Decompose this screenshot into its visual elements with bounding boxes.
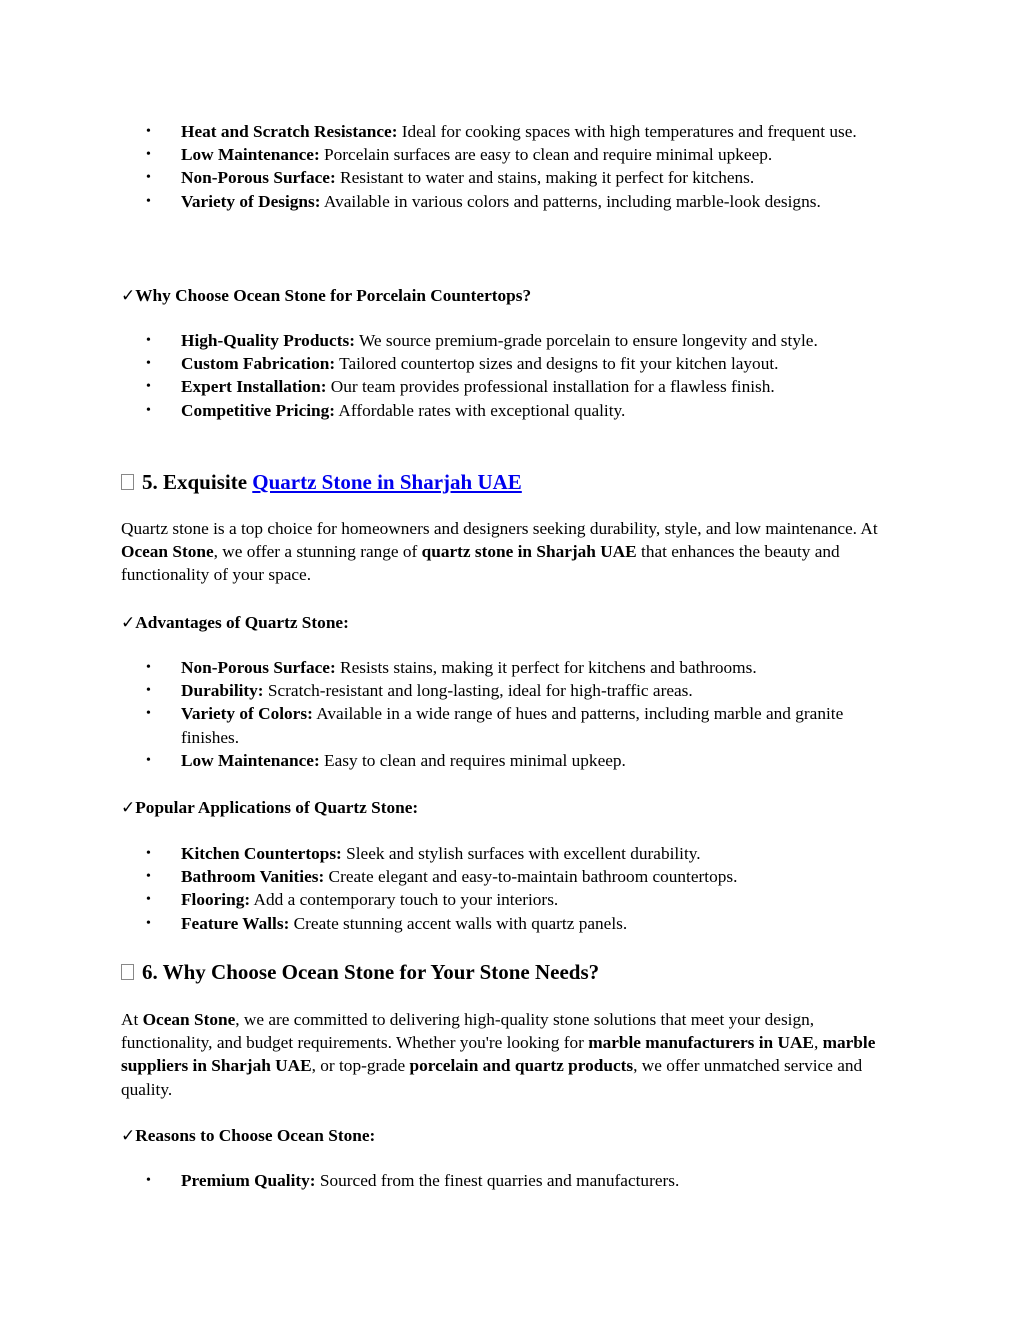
bullet-icon: • — [146, 846, 151, 861]
list-item: • Premium Quality: Sourced from the finest quarries and manufacturers. — [121, 1169, 901, 1192]
list-item: • Expert Installation: Our team provides professional installation for a flawless finish. — [121, 375, 901, 398]
list-item: • Feature Walls: Create stunning accent walls with quartz panels. — [121, 912, 901, 935]
check-icon: ✓ — [121, 613, 136, 633]
bullet-icon: • — [146, 660, 151, 675]
check-icon: ✓ — [121, 1126, 136, 1146]
list-item: • Non-Porous Surface: Resistant to water and stains, making it perfect for kitchens. — [121, 166, 901, 189]
bullet-icon: • — [146, 915, 151, 931]
list-item: • Non-Porous Surface: Resists stains, making it perfect for kitchens and bathrooms. — [121, 656, 901, 679]
bullet-icon: • — [146, 333, 151, 348]
bullet-icon: • — [146, 124, 151, 139]
applications-heading: ✓Popular Applications of Quartz Stone: — [121, 798, 419, 818]
bullet-icon: • — [146, 706, 151, 722]
list-item: • Kitchen Countertops: Sleek and stylish surfaces with excellent durability. — [121, 842, 901, 865]
bullet-icon: • — [146, 170, 151, 186]
section-5-heading: 5. Exquisite Quartz Stone in Sharjah UAE — [121, 469, 522, 495]
bullet-icon: • — [146, 1173, 151, 1188]
bullet-icon: • — [146, 402, 151, 418]
advantages-heading: ✓Advantages of Quartz Stone: — [121, 613, 349, 633]
why-porcelain-heading: ✓Why Choose Ocean Stone for Porcelain Countertops? — [121, 286, 532, 306]
bullet-icon: • — [146, 356, 151, 372]
quartz-stone-link[interactable]: Quartz Stone in Sharjah UAE — [252, 470, 522, 494]
quartz-applications-list — [121, 842, 901, 935]
bullet-icon: • — [146, 193, 151, 209]
list-item: • Durability: Scratch-resistant and long-lasting, ideal for high-traffic areas. — [121, 679, 901, 702]
list-item: • Competitive Pricing: Affordable rates with exceptional quality. — [121, 399, 901, 422]
bullet-icon: • — [146, 379, 151, 395]
bullet-icon: • — [146, 892, 151, 908]
porcelain-reasons-list — [121, 329, 901, 422]
check-icon: ✓ — [121, 286, 136, 306]
list-item: • High-Quality Products: We source premium-grade porcelain to ensure longevity and style. — [121, 329, 901, 352]
quartz-intro-paragraph: Quartz stone is a top choice for homeowners and designers seeking durability, style, and low maintenance. At Ocean Stone, we offer a stunning range of quartz stone in Sharjah UAE that enhances the beauty and functionality of your space. — [121, 519, 878, 585]
list-item: • Variety of Designs: Available in various colors and patterns, including marble-look designs. — [121, 190, 901, 213]
reasons-list — [121, 1169, 901, 1192]
bullet-icon: • — [146, 147, 151, 163]
bullet-icon: • — [146, 752, 151, 768]
bullet-icon: • — [146, 683, 151, 699]
quartz-advantages-list — [121, 656, 901, 772]
missing-glyph-icon — [121, 964, 134, 980]
list-item: • Low Maintenance: Easy to clean and requires minimal upkeep. — [121, 749, 901, 772]
list-item: • Heat and Scratch Resistance: Ideal for cooking spaces with high temperatures and frequent use. — [121, 120, 901, 143]
reasons-heading: ✓Reasons to Choose Ocean Stone: — [121, 1126, 376, 1146]
list-item: • Bathroom Vanities: Create elegant and easy-to-maintain bathroom countertops. — [121, 865, 901, 888]
check-icon: ✓ — [121, 798, 136, 818]
list-item: • Custom Fabrication: Tailored countertop sizes and designs to fit your kitchen layout. — [121, 352, 901, 375]
list-item: • Flooring: Add a contemporary touch to your interiors. — [121, 888, 901, 911]
missing-glyph-icon — [121, 474, 134, 490]
list-item: • Low Maintenance: Porcelain surfaces are easy to clean and require minimal upkeep. — [121, 143, 901, 166]
section-6-heading: 6. Why Choose Ocean Stone for Your Stone Needs? — [121, 959, 599, 985]
list-item: • Variety of Colors: Available in a wide range of hues and patterns, including marble and granite finishes. — [146, 704, 844, 747]
bullet-icon: • — [146, 869, 151, 885]
porcelain-benefits-list — [121, 120, 901, 213]
why-ocean-stone-paragraph: At Ocean Stone, we are committed to delivering high-quality stone solutions that meet your design, functionality, and budget requirements. Whether you're looking for marble manufacturers in UAE, marble suppliers in Sharjah UAE, or top-grade porcelain and quartz products, we offer unmatched service and quality. — [121, 1010, 876, 1099]
